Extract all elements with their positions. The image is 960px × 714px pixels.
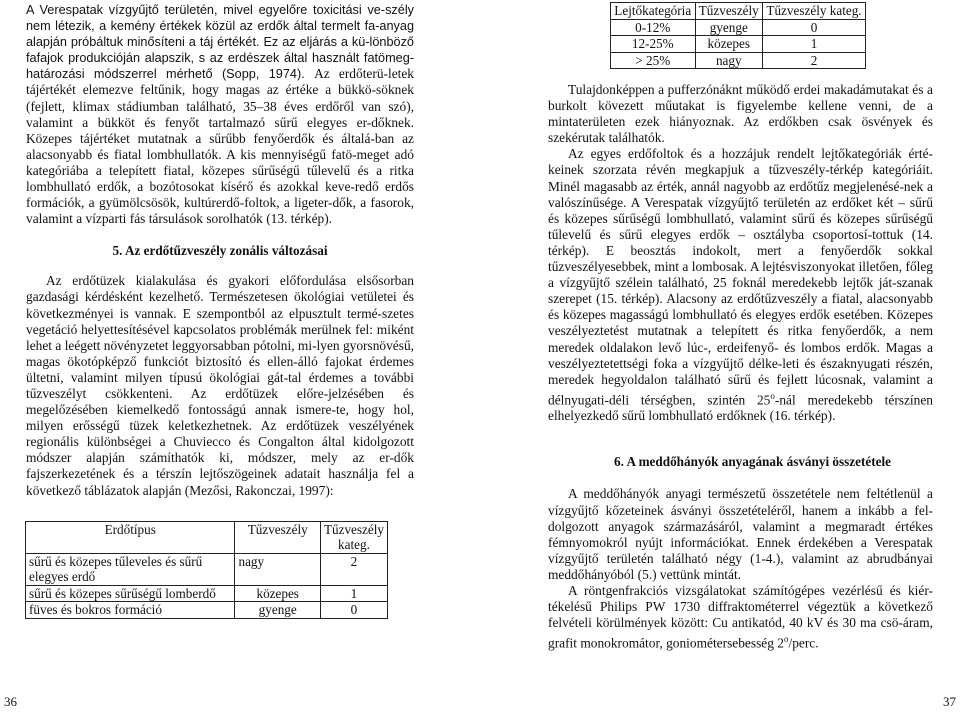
table-header-cell: Erdőtípus [26, 521, 235, 553]
table-row [26, 602, 388, 619]
xray-text: A röntgenfrakciós vizsgálatokat számítógépes vezérlésű és kiér-tékelésű Philips PW 1730 diffraktométerrel végeztük a következő felvételi körülmények között: Cu antikatód, 40 kV és 30 ma csö-áram, grafit monokromátor, goniométersebesség 2 [548, 583, 933, 651]
table-cell: nagy [235, 553, 320, 585]
intro-serif-text: Az erdőterü-letek tájértékét elemezve feltűnik, hogy magas az értéke a bükkö-söknek (fejlett, klimax stádiumban található, 35–38 éves erdőről van szó), valamint a bükköt és fenyőt tartalmazó sűrű elegyes er-dőknek. Közepes tájértéket mutatnak a sűrűbb fenyőerdők és általá-ban az alacsonyabb és fiatal lombhullatók. A kis mennyiségű fatö-meget adó kategóriába a telepített fiatal, közepes sűrűségű tűlevelű és a ritka lombhullató erdők, a bozótosokat kísérő és azokkal keve-redő erdős formációk, a gyümölcsösök, kultúrerdő-foltok, a ligeter-dők, a fasorok, valamint a vízparti fás társulások sorolhatók (13. térkép). [26, 66, 415, 227]
buffer-zone-paragraph: Tulajdonképpen a pufferzónáknt működő erdei makadámutakat és a burkolt kövezett műutakat is figyelembe kellene venni, de a mintaterületen ezek hiányoznak. Az erdőkben csak ösvények és szekérutak találhatók. [548, 82, 933, 146]
table-cell: > 25% [611, 52, 696, 69]
table-cell: 0 [320, 602, 387, 619]
table-cell: sűrű és közepes sűrűségű lomberdő [26, 585, 235, 602]
table-header-cell: Lejtőkategória [611, 3, 696, 20]
slope-end-text: -nál meredekebb térszínen elhelyezkedő sűrű lombhullató erdőknek (16. térkép). [548, 392, 933, 424]
fire-paragraph: Az erdőtüzek kialakulása és gyakori előfordulása elsősorban gazdasági kérdésként kezelhető. Természetesen ökológiai vetületei és következményei is vannak. E szempontból az elpusztult termé-szetes vegetáció helyettesítésével kapcsolatos problémák merülnek fel: miként lehet a leégett növényzetet leggyorsabban pótolni, mi-lyen gyorsnövésű, magas ökotópképző funkciót biztosító és ellen-álló fajokat érdemes ültetni, valamint milyen típusú ökológiai gát-tal érdemes a további tűzveszélyt csökkenteni. Az erdőtüzek előre-jelzésében és megelőzésében kiemelkedő fontosságú annak ismere-te, hogy hol, milyen erősségű tüzek keletkezhetnek. Az erdőtüzek veszélyének regionális különbségei a Chuviecco és Congalton által kidolgozott módszer alapján számíthatók ki, módszer, mely az er-dők fajszerkezetének és a térszín lejtőszögeinek adatait használja fel a következő táblázatok alapján (Mezősi, Rakonczai, 1997): [26, 273, 414, 498]
fire-map-paragraph [548, 146, 933, 424]
table-cell: 0 [763, 19, 866, 36]
table-cell: közepes [695, 36, 763, 53]
table-cell: 1 [320, 585, 387, 602]
xray-paragraph [548, 583, 933, 652]
table-cell: sűrű és közepes tűleveles és sűrű elegyes erdő [26, 553, 235, 585]
table-cell: 2 [763, 52, 866, 69]
table-header-cell: Tűzveszély kateg. [320, 521, 387, 553]
mine-waste-paragraph: A meddőhányók anyagi természetű összetétele nem feltétlenül a vízgyűjtő kőzeteinek ásványi összetételéről, hanem a inkább a fel-dolgozott anyagok származásáról, valamint a megmaradt értékes fémnyomokról nyújt információkat. Ennek érdekében a Verespatak vízgyűjtő területén található négy (1-4.), valamint az abrudbányai meddőhányóból (5.) vettünk mintát. [548, 486, 933, 582]
left-column [26, 0, 414, 619]
page-number-left: 36 [4, 694, 17, 709]
table-cell: gyenge [235, 602, 320, 619]
table-cell: közepes [235, 585, 320, 602]
table-header-cell: Tűzveszély kateg. [763, 3, 866, 20]
intro-sans-text: A Verespatak vízgyűjtő területén, mivel egyelőre toxicitási ve-szély nem létezik, a kemény értékek közül az erdők által termelt fa-anyag alapján próbáltuk minősíteni a táj értékét. Ez az eljárás a kü-lönböző fafajok produkcióján alapszik, s az erdészek által használt fatömeg-határozási módszerrel mérhető (Sopp, 1974). [26, 3, 414, 82]
section-6-heading: 6. A meddőhányók anyagának ásványi összetétele [614, 454, 891, 470]
table-cell: 1 [763, 36, 866, 53]
table-header-row [26, 521, 388, 553]
table-cell: 0-12% [611, 19, 696, 36]
table-row [611, 19, 866, 36]
degree-sup: o [770, 390, 775, 401]
section-5-heading: 5. Az erdőtűzveszély zonális változásai [112, 243, 328, 259]
right-column [548, 0, 933, 652]
table-cell: 12-25% [611, 36, 696, 53]
table-cell: 2 [320, 553, 387, 585]
table-header-row [611, 3, 866, 20]
table-cell: nagy [695, 52, 763, 69]
table-row [26, 585, 388, 602]
intro-paragraph [26, 2, 414, 227]
table-cell: gyenge [695, 19, 763, 36]
table-header-cell: Tűzveszély [695, 3, 763, 20]
table-header-cell: Tűzveszély [235, 521, 320, 553]
table-row [611, 36, 866, 53]
slope-text: E beosztás indokolt, mert a fenyőerdők sokkal tűzveszélyesebbek, mint a lombosak. A lejtésviszonyokat illetően, főleg a vízgyűjtő szélein található, 25 foknál meredekebb lejtők ját-szanak szerepet (15. térkép). Alacsony az erdőtűzveszély a fiatal, alacsonyabb és közepes magasságú lombhullató és elegyes erdők esetében. Közepes veszélyeztetést mutatnak a telepített és ritka fenyőerdők, a nem meredek oldalakon levő lúc-, erdeifenyő- és lombos erdők. Magas a veszélyeztetettségi foka a vízgyűjtő délke-leti és északnyugati részén, meredek hegyoldalon található sűrű és fejlett lúcosnak, valamint a délnyugati-déli térségben, szintén 25 [548, 242, 933, 408]
table-cell: füves és bokros formáció [26, 602, 235, 619]
forest-type-table [25, 521, 388, 619]
xray-end-text: /perc. [788, 635, 819, 651]
page-number-right: 37 [943, 694, 956, 709]
degree-sup: o [783, 634, 789, 645]
fire-map-text: Az egyes erdőfoltok és a hozzájuk rendelt lejtőkategóriák érté-keinek szorzata révén megkapjuk a tűzveszély-térkép kategóriáit. Minél magasabb az érték, annál nagyobb az erdőtűz megjelenésé-nek a valószínűsége. A Verespatak vízgyűjtő területén az erdőket két – sűrű és közepes sűrűségű lombhullató, valamint sűrű és közepes sűrűségű tűlevelű és sűrű elegyes erdők – osztályba csoportosí-tottuk (14. térkép). [548, 146, 933, 258]
table-row [611, 52, 866, 69]
table-row [26, 553, 388, 585]
slope-category-table [610, 2, 866, 69]
